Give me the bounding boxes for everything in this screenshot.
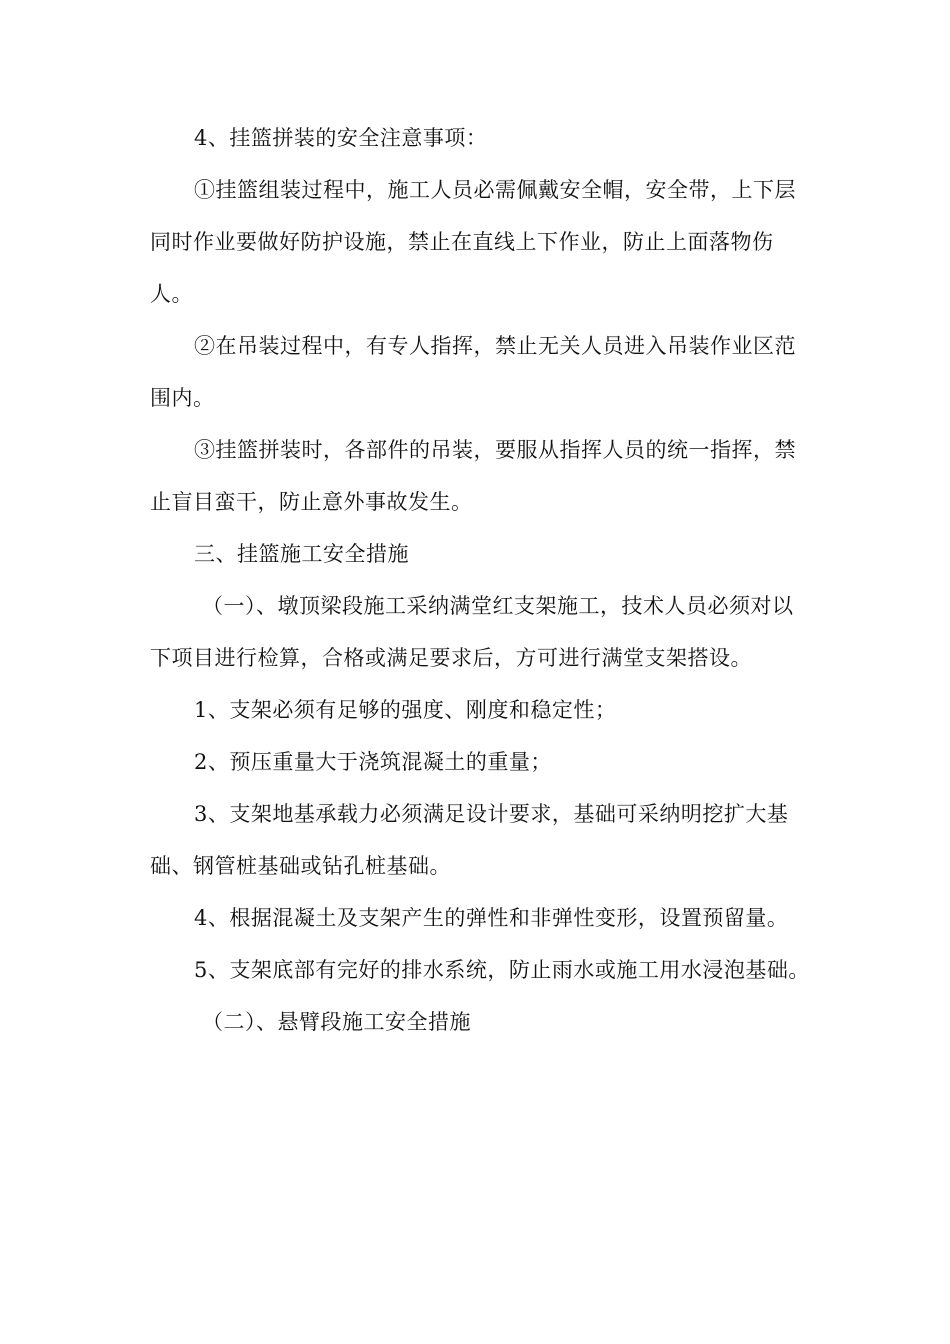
list-item-deformation-allowance: 4、根据混凝土及支架产生的弹性和非弹性变形，设置预留量。 (194, 906, 789, 930)
item-2-hoisting-command: ②在吊装过程中，有专人指挥，禁止无关人员进入吊装作业区范围内。 (150, 334, 796, 410)
item-3-unified-command: ③挂篮拼装时，各部件的吊装，要服从指挥人员的统一指挥，禁止盲目蛮干，防止意外事故发生。 (150, 438, 796, 514)
list-item-support-strength: 1、支架必须有足够的强度、刚度和稳定性； (194, 698, 617, 722)
document-body (150, 112, 810, 1048)
list-item-foundation-capacity: 3、支架地基承载力必须满足设计要求，基础可采纳明挖扩大基础、钢管桩基础或钻孔桩基础。 (150, 802, 789, 878)
subsection-pier-top-segment: （一）、墩顶梁段施工采纳满堂红支架施工，技术人员必须对以下项目进行检算，合格或满足要求后，方可进行满堂支架搭设。 (150, 594, 794, 670)
list-item-drainage-system: 5、支架底部有完好的排水系统，防止雨水或施工用水浸泡基础。 (194, 958, 810, 982)
subsection-cantilever-segment: （二）、悬臂段施工安全措施 (202, 1010, 471, 1034)
section-heading-construction-safety: 三、挂篮施工安全措施 (194, 542, 409, 566)
heading-assembly-safety: 4、挂篮拼装的安全注意事项： (194, 126, 488, 150)
list-item-preload-weight: 2、预压重量大于浇筑混凝土的重量； (194, 750, 552, 774)
item-1-assembly-protection: ①挂篮组装过程中，施工人员必需佩戴安全帽，安全带，上下层同时作业要做好防护设施，禁止在直线上下作业，防止上面落物伤人。 (150, 178, 796, 306)
